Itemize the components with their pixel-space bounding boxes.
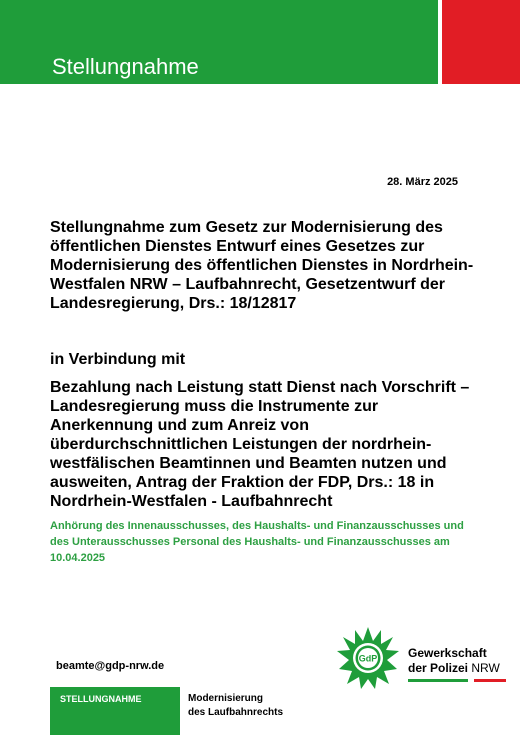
police-star-icon (336, 626, 400, 690)
sub-title: Bezahlung nach Leistung statt Dienst nach Vorschrift – Landesregierung muss die Instrumente zur Anerkennung und zum Anreiz von überdurchschnittlichen Leistungen der nordrhein-westfälischen Beamtinnen und Beamten nutzen und ausweiten, Antrag der Fraktion der FDP, Drs.: 18 in Nordrhein-Westfalen - Laufbahnrecht (50, 379, 470, 510)
header-bar (0, 0, 520, 84)
footer-topic (188, 692, 283, 720)
hearing-info: Anhörung des Innenausschusses, des Haushalts- und Finanzausschusses und des Unterausschusses Personal des Haushalts- und Finanzausschusses am 10.04.2025 (50, 520, 464, 564)
header-title: Stellungnahme (52, 54, 199, 79)
gdp-logo-text (408, 646, 500, 676)
connector-text: in Verbindung mit (50, 351, 186, 368)
logo-color-stripe (408, 679, 506, 682)
header-red-block (442, 0, 520, 84)
main-title: Stellungnahme zum Gesetz zur Modernisierung des öffentlichen Dienstes Entwurf eines Gesetzes zur Modernisierung des öffentlichen Dienstes in Nordrhein-Westfalen NRW – Laufbahnrecht, Gesetzentwurf der Landesregierung, Drs.: 18/12817 (50, 219, 474, 312)
footer-topic-line-2: des Laufbahnrechts (188, 707, 284, 718)
document-date: 28. März 2025 (387, 176, 458, 188)
contact-email[interactable]: beamte@gdp-nrw.de (56, 660, 165, 672)
logo-nrw: NRW (471, 661, 500, 675)
logo-line-1: Gewerkschaft (408, 646, 487, 660)
footer-topic-line-1: Modernisierung (188, 693, 264, 704)
footer-label-box (50, 687, 180, 735)
gdp-logo (336, 626, 506, 690)
svg-text:GdP: GdP (358, 653, 378, 664)
logo-line-2: der Polizei NRW (408, 661, 500, 675)
footer-label: STELLUNGNAHME (60, 694, 142, 704)
